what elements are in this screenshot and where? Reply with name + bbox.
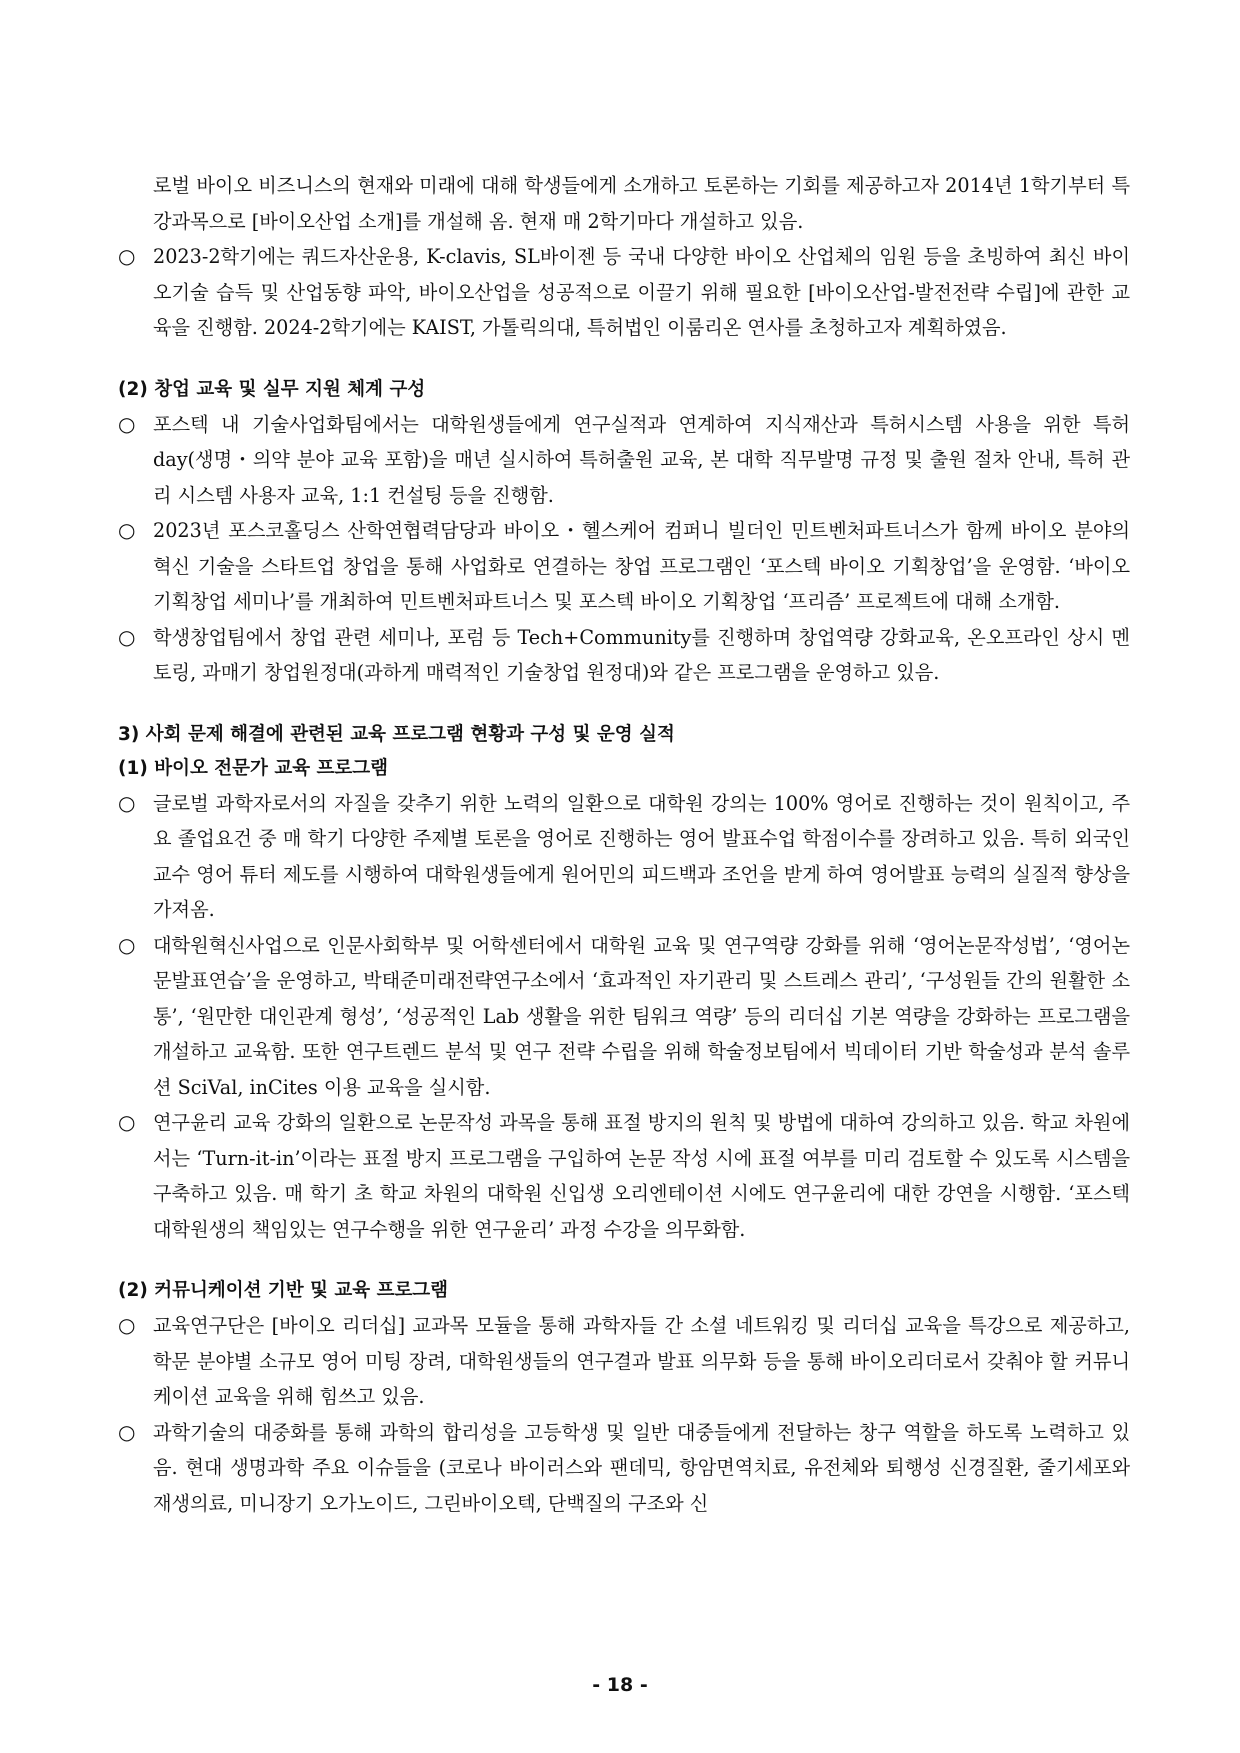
bullet-text: 대학원혁신사업으로 인문사회학부 및 어학센터에서 대학원 교육 및 연구역량 강화를 위해 ‘영어논문작성법’, ‘영어논문발표연습’을 운영하고, 박태준미래전략연구소에서 ‘효과적인 자기관리 및 스트레스 관리’, ‘구성원들 간의 원활한 소통’, ‘원만한 대인관계 형성’, ‘성공적인 Lab 생활을 위한 팀워크 역량’ 등의 리더십 기본 역량을 강화하는 프로그램을 개설하고 교육함. 또한 연구트렌드 분석 및 연구 전략 수립을 위해 학술정보팀에서 빅데이터 기반 학술성과 분석 솔루션 SciVal, inCites 이용 교육을 실시함. [153,933,1130,1099]
circle-bullet-icon: ○ [118,518,136,542]
circle-bullet-icon: ○ [118,624,136,649]
bullet-text: 연구윤리 교육 강화의 일환으로 논문작성 과목을 통해 표절 방지의 원칙 및 방법에 대하여 강의하고 있음. 학교 차원에서는 ‘Turn-it-in’이라는 표절 방지 프로그램을 구입하여 논문 작성 시에 표절 여부를 미리 검토할 수 있도록 시스템을 구축하고 있음. 매 학기 초 학교 차원의 대학원 신입생 오리엔테이션 시에도 연구윤리에 대한 강연을 시행함. ‘포스텍 대학원생의 책임있는 연구수행을 위한 연구윤리’ 과정 수강을 의무화함. [153,1111,1130,1241]
circle-bullet-icon: ○ [118,244,136,268]
bullet-text: 과학기술의 대중화를 통해 과학의 합리성을 고등학생 및 일반 대중들에게 전달하는 창구 역할을 하도록 노력하고 있음. 현대 생명과학 주요 이슈들을 (코로나 바이러스와 팬데믹, 항암면역치료, 유전체와 퇴행성 신경질환, 줄기세포와 재생의료, 미니장기 오가노이드, 그린바이오텍, 단백질의 구조와 신 [153,1420,1130,1515]
list-item [118,513,1130,620]
list-item [118,620,1130,691]
circle-bullet-icon: ○ [118,411,136,436]
bullet-text: 교육연구단은 [바이오 리더십] 교과목 모듈을 통해 과학자들 간 소셜 네트워킹 및 리더십 교육을 특강으로 제공하고, 학문 분야별 소규모 영어 미팅 장려, 대학원생들의 연구결과 발표 의무화 등을 통해 바이오리더로서 갖춰야 할 커뮤니케이션 교육을 위해 힘쓰고 있음. [153,1314,1130,1408]
section-heading: (2) 창업 교육 및 실무 지원 체계 구성 [118,378,426,400]
list-item [118,786,1130,928]
section-heading: 3) 사회 문제 해결에 관련된 교육 프로그램 현황과 구성 및 운영 실적 [118,723,675,745]
page-number: - 18 - [592,1674,648,1696]
bullet-text: 2023-2학기에는 쿼드자산운용, K-clavis, SL바이젠 등 국내 다양한 바이오 산업체의 임원 등을 초빙하여 최신 바이오기술 습득 및 산업동향 파악, 바이오산업을 성공적으로 이끌기 위해 필요한 [바이오산업-발전전략 수립]에 관한 교육을 진행함. 2024-2학기에는 KAIST, 가톨릭의대, 특허법인 이룸리온 연사를 초청하고자 계획하였음. [153,245,1130,339]
bullet-text: 포스텍 내 기술사업화팀에서는 대학원생들에게 연구실적과 연계하여 지식재산과 특허시스템 사용을 위한 특허 day(생명・의약 분야 교육 포함)을 매년 실시하여 특허출원 교육, 본 대학 직무발명 규정 및 출원 절차 안내, 특허 관리 시스템 사용자 교육, 1:1 컨설팅 등을 진행함. [153,412,1131,507]
bullet-text: 글로벌 과학자로서의 자질을 갖추기 위한 노력의 일환으로 대학원 강의는 100% 영어로 진행하는 것이 원칙이고, 주요 졸업요건 중 매 학기 다양한 주제별 토론을 영어로 진행하는 영어 발표수업 학점이수를 장려하고 있음. 특히 외국인 교수 영어 튜터 제도를 시행하여 대학원생들에게 원어민의 피드백과 조언을 받게 하여 영어발표 능력의 실질적 향상을 가져옴. [153,791,1130,921]
circle-bullet-icon: ○ [118,1419,136,1444]
circle-bullet-icon: ○ [118,790,136,815]
list-item [118,1308,1130,1415]
document-body [118,168,1130,1521]
subsection-heading: (1) 바이오 전문가 교육 프로그램 [118,757,388,779]
bullet-text: 학생창업팀에서 창업 관련 세미나, 포럼 등 Tech+Community를 진행하며 창업역량 강화교육, 온오프라인 상시 멘토링, 과매기 창업원정대(과하게 매력적인 기술창업 원정대)와 같은 프로그램을 운영하고 있음. [153,625,1130,684]
list-item [118,407,1130,514]
bullet-text: 2023년 포스코홀딩스 산학연협력담당과 바이오・헬스케어 컴퍼니 빌더인 민트벤처파트너스가 함께 바이오 분야의 혁신 기술을 스타트업 창업을 통해 사업화로 연결하는 창업 프로그램인 ‘포스텍 바이오 기획창업’을 운영함. ‘바이오 기획창업 세미나’를 개최하여 민트벤처파트너스 및 포스텍 바이오 기획창업 ‘프리즘’ 프로젝트에 대해 소개함. [153,519,1130,613]
intro-continuation: 로벌 바이오 비즈니스의 현재와 미래에 대해 학생들에게 소개하고 토론하는 기회를 제공하고자 2014년 1학기부터 특강과목으로 [바이오산업 소개]를 개설해 옴. 현재 매 2학기마다 개설하고 있음. [153,174,1130,233]
list-item [118,239,1130,346]
list-item [118,1415,1130,1522]
list-item [118,1105,1130,1247]
circle-bullet-icon: ○ [118,1313,136,1337]
subsection-heading: (2) 커뮤니케이션 기반 및 교육 프로그램 [118,1280,449,1301]
circle-bullet-icon: ○ [118,932,136,957]
list-item [118,928,1130,1106]
circle-bullet-icon: ○ [118,1110,136,1134]
